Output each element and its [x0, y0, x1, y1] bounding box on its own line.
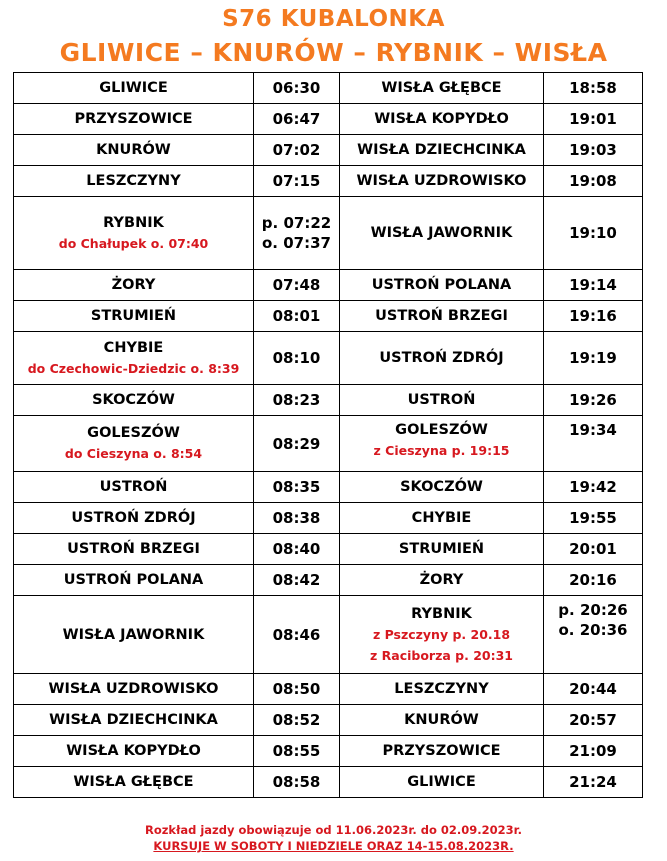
return-station-cell: [340, 73, 544, 104]
outbound-station-cell: [14, 596, 254, 674]
return-time-cell: [544, 197, 643, 270]
outbound-station-cell: [14, 197, 254, 270]
connection-note: do Cieszyna o. 8:54: [64, 446, 203, 461]
validity-note: Rozkład jazdy obowiązuje od 11.06.2023r. do 02.09.2023r.: [144, 823, 523, 837]
time-value: 19:03: [569, 141, 617, 159]
outbound-time-cell: [254, 596, 340, 674]
return-station-cell: [340, 166, 544, 197]
station-name: USTROŃ: [99, 479, 168, 495]
outbound-time-cell: [254, 472, 340, 503]
station-name: WISŁA DZIECHCINKA: [49, 712, 218, 728]
time-value: 21:24: [569, 773, 617, 791]
connection-note: z Pszczyny p. 20.18: [372, 626, 511, 642]
outbound-time-cell: [254, 674, 340, 705]
return-station-cell: [340, 385, 544, 416]
outbound-time-cell: [254, 534, 340, 565]
return-station-cell: [340, 596, 544, 674]
return-time-cell: [544, 332, 643, 385]
time-value: 08:29: [272, 434, 321, 453]
table-row: [14, 596, 643, 674]
time-value: p. 20:26: [558, 601, 628, 619]
return-time-cell: [544, 385, 643, 416]
operating-days-note: KURSUJE W SOBOTY I NIEDZIELE ORAZ 14-15.08.2023R.: [153, 839, 514, 853]
table-row: [14, 674, 643, 705]
station-name: GOLESZÓW: [87, 425, 180, 441]
return-station-cell: [340, 104, 544, 135]
time-value: 19:19: [569, 349, 617, 367]
table-row: [14, 705, 643, 736]
outbound-station-cell: [14, 301, 254, 332]
outbound-station-cell: [14, 534, 254, 565]
return-station-cell: [340, 197, 544, 270]
station-name: PRZYSZOWICE: [74, 111, 193, 127]
outbound-time-cell: [254, 767, 340, 798]
station-name: KNURÓW: [404, 712, 479, 728]
outbound-time-cell: [254, 416, 340, 472]
return-station-cell: [340, 736, 544, 767]
table-row: [14, 472, 643, 503]
time-value: 08:55: [272, 742, 321, 760]
return-station-cell: [340, 416, 544, 472]
station-name: LESZCZYNY: [394, 681, 489, 697]
outbound-station-cell: [14, 385, 254, 416]
outbound-time-cell: [254, 197, 340, 270]
station-name: USTROŃ POLANA: [63, 572, 204, 588]
connection-note: z Raciborza p. 20:31: [370, 647, 513, 663]
table-row: [14, 104, 643, 135]
outbound-time-cell: [254, 565, 340, 596]
station-name: WISŁA DZIECHCINKA: [357, 142, 526, 158]
time-value: 08:35: [272, 478, 321, 496]
time-value: 20:57: [569, 711, 617, 729]
station-name: GLIWICE: [407, 774, 476, 790]
return-time-cell: [544, 503, 643, 534]
outbound-station-cell: [14, 736, 254, 767]
station-name: CHYBIE: [411, 510, 472, 526]
outbound-station-cell: [14, 135, 254, 166]
return-time-cell: [544, 596, 643, 674]
return-time-cell: [544, 705, 643, 736]
return-station-cell: [340, 565, 544, 596]
time-value: 19:34: [569, 421, 617, 439]
table-row: [14, 385, 643, 416]
route-subtitle: GLIWICE – KNURÓW – RYBNIK – WISŁA: [59, 38, 608, 67]
return-time-cell: [544, 135, 643, 166]
time-value: 19:42: [569, 478, 617, 496]
table-row: [14, 301, 643, 332]
outbound-time-cell: [254, 166, 340, 197]
time-value: 06:30: [272, 79, 321, 97]
return-time-cell: [544, 565, 643, 596]
return-time-cell: [544, 472, 643, 503]
connection-note: z Cieszyna p. 19:15: [373, 443, 510, 458]
outbound-time-cell: [254, 332, 340, 385]
time-value: p. 07:22: [261, 214, 332, 232]
table-row: [14, 534, 643, 565]
return-station-cell: [340, 534, 544, 565]
return-time-cell: [544, 416, 643, 472]
station-name: KNURÓW: [96, 142, 171, 158]
return-station-cell: [340, 332, 544, 385]
time-value: 19:26: [569, 391, 617, 409]
outbound-time-cell: [254, 503, 340, 534]
time-value: 08:42: [272, 571, 321, 589]
time-value: 19:14: [569, 276, 617, 294]
station-name: USTROŃ ZDRÓJ: [71, 510, 196, 526]
station-name: WISŁA KOPYDŁO: [374, 111, 509, 127]
table-row: [14, 503, 643, 534]
time-value: o. 20:36: [558, 621, 628, 639]
time-value: 08:52: [272, 711, 321, 729]
station-name: USTROŃ POLANA: [371, 277, 512, 293]
table-row: [14, 270, 643, 301]
time-value: 08:50: [272, 680, 321, 698]
timetable: [13, 72, 643, 798]
return-station-cell: [340, 705, 544, 736]
table-row: [14, 767, 643, 798]
outbound-station-cell: [14, 705, 254, 736]
time-value: 06:47: [272, 110, 321, 128]
station-name: RYBNIK: [103, 214, 164, 231]
outbound-station-cell: [14, 332, 254, 385]
outbound-station-cell: [14, 416, 254, 472]
time-value: 20:01: [569, 540, 617, 558]
return-station-cell: [340, 270, 544, 301]
time-value: 08:38: [272, 509, 321, 527]
outbound-time-cell: [254, 705, 340, 736]
station-name: WISŁA GŁĘBCE: [73, 774, 194, 790]
outbound-station-cell: [14, 270, 254, 301]
time-value: 08:46: [272, 625, 321, 644]
time-value: 20:16: [569, 571, 617, 589]
outbound-station-cell: [14, 674, 254, 705]
time-value: 19:55: [569, 509, 617, 527]
time-value: 07:48: [272, 276, 321, 294]
time-value: 07:15: [272, 172, 321, 190]
outbound-station-cell: [14, 472, 254, 503]
outbound-station-cell: [14, 166, 254, 197]
outbound-time-cell: [254, 73, 340, 104]
time-value: 08:10: [272, 349, 321, 367]
station-name: STRUMIEŃ: [90, 308, 177, 324]
time-value: 19:16: [569, 307, 617, 325]
time-value: 08:23: [272, 391, 321, 409]
outbound-station-cell: [14, 767, 254, 798]
station-name: ŻORY: [419, 572, 464, 588]
table-row: [14, 736, 643, 767]
station-name: WISŁA GŁĘBCE: [381, 80, 502, 96]
outbound-time-cell: [254, 301, 340, 332]
return-station-cell: [340, 472, 544, 503]
outbound-time-cell: [254, 104, 340, 135]
return-time-cell: [544, 104, 643, 135]
time-value: 08:01: [272, 307, 321, 325]
time-value: 07:02: [272, 141, 321, 159]
outbound-station-cell: [14, 503, 254, 534]
return-time-cell: [544, 166, 643, 197]
station-name: USTROŃ ZDRÓJ: [379, 350, 504, 366]
table-row: [14, 197, 643, 270]
outbound-time-cell: [254, 385, 340, 416]
time-value: 08:40: [272, 540, 321, 558]
station-name: CHYBIE: [103, 339, 164, 356]
station-name: WISŁA UZDROWISKO: [356, 173, 527, 189]
station-name: PRZYSZOWICE: [382, 743, 501, 759]
return-time-cell: [544, 674, 643, 705]
station-name: USTROŃ BRZEGI: [67, 541, 200, 557]
station-name: WISŁA JAWORNIK: [62, 626, 205, 643]
return-station-cell: [340, 674, 544, 705]
table-row: [14, 565, 643, 596]
station-name: RYBNIK: [411, 605, 472, 622]
return-time-cell: [544, 767, 643, 798]
return-time-cell: [544, 534, 643, 565]
table-row: [14, 135, 643, 166]
return-station-cell: [340, 135, 544, 166]
time-value: 19:10: [569, 224, 617, 242]
station-name: USTROŃ: [407, 392, 476, 408]
station-name: WISŁA JAWORNIK: [370, 225, 513, 241]
time-value: 20:44: [569, 680, 617, 698]
return-time-cell: [544, 73, 643, 104]
connection-note: do Chałupek o. 07:40: [58, 235, 209, 251]
outbound-time-cell: [254, 736, 340, 767]
table-row: [14, 166, 643, 197]
station-name: ŻORY: [111, 277, 156, 293]
return-time-cell: [544, 270, 643, 301]
route-title: S76 KUBALONKA: [222, 6, 445, 32]
station-name: GLIWICE: [99, 80, 168, 96]
station-name: SKOCZÓW: [400, 479, 483, 495]
time-value: 21:09: [569, 742, 617, 760]
station-name: USTROŃ BRZEGI: [375, 308, 508, 324]
return-station-cell: [340, 301, 544, 332]
station-name: GOLESZÓW: [395, 422, 488, 438]
time-value: 18:58: [569, 79, 617, 97]
station-name: STRUMIEŃ: [398, 541, 485, 557]
outbound-time-cell: [254, 270, 340, 301]
outbound-station-cell: [14, 73, 254, 104]
table-row: [14, 416, 643, 472]
time-value: 19:01: [569, 110, 617, 128]
station-name: SKOCZÓW: [92, 392, 175, 408]
return-station-cell: [340, 503, 544, 534]
time-value: o. 07:37: [262, 234, 331, 252]
outbound-time-cell: [254, 135, 340, 166]
station-name: WISŁA UZDROWISKO: [48, 681, 219, 697]
return-time-cell: [544, 736, 643, 767]
outbound-station-cell: [14, 104, 254, 135]
time-value: 08:58: [272, 773, 321, 791]
station-name: WISŁA KOPYDŁO: [66, 743, 201, 759]
time-value: 19:08: [569, 172, 617, 190]
return-time-cell: [544, 301, 643, 332]
station-name: LESZCZYNY: [86, 173, 181, 189]
outbound-station-cell: [14, 565, 254, 596]
return-station-cell: [340, 767, 544, 798]
connection-note: do Czechowic-Dziedzic o. 8:39: [27, 360, 240, 376]
table-row: [14, 332, 643, 385]
table-row: [14, 73, 643, 104]
